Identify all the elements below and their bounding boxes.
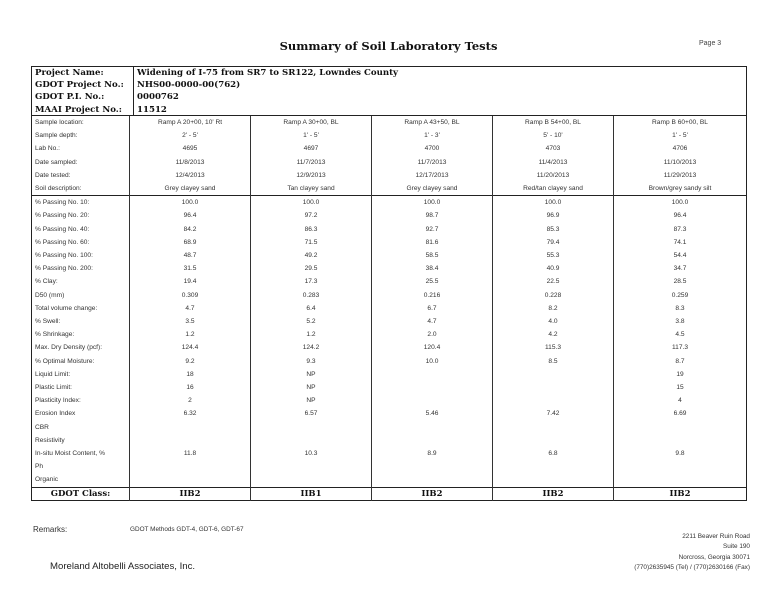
cell-value: 10.0: [372, 355, 493, 368]
cell-value: 54.4: [614, 249, 747, 262]
project-field-label: MAAI Project No.:: [32, 104, 134, 116]
cell-value: 3.5: [130, 315, 251, 328]
cell-value: 115.3: [493, 341, 614, 354]
project-field-value: 0000762: [137, 92, 179, 103]
cell-value: 74.1: [614, 236, 747, 249]
cell-value: 4700: [372, 142, 493, 155]
cell-value: 11/8/2013: [130, 156, 251, 169]
cell-value: 79.4: [493, 236, 614, 249]
cell-value: 6.4: [251, 302, 372, 315]
cell-value: 96.4: [614, 209, 747, 222]
cell-value: [493, 368, 614, 381]
table-row: [32, 434, 747, 447]
table-row: [32, 169, 747, 182]
table-row: [32, 262, 747, 275]
row-label: Sample location:: [32, 116, 130, 130]
cell-value: 1' - 5': [251, 129, 372, 142]
cell-value: 98.7: [372, 209, 493, 222]
row-label: Date sampled:: [35, 158, 78, 166]
cell-value: [614, 434, 747, 447]
cell-value: 96.9: [493, 209, 614, 222]
cell-value: IIB2: [614, 487, 747, 500]
row-label: % Passing No. 20:: [35, 212, 90, 220]
table-row: [32, 209, 747, 222]
cell-value: 2: [130, 394, 251, 407]
company-name: Moreland Altobelli Associates, Inc.: [50, 561, 196, 572]
row-label: D50 (mm): [35, 291, 65, 299]
row-label: Date tested:: [35, 171, 71, 179]
cell-value: 22.5: [493, 275, 614, 288]
row-label: % Passing No. 40:: [35, 225, 90, 233]
row-label: % Passing No. 10:: [32, 196, 130, 210]
cell-value: [372, 381, 493, 394]
page-number: Page 3: [699, 40, 722, 47]
cell-value: 0.309: [130, 289, 251, 302]
project-field: [32, 79, 746, 91]
row-label: CBR: [35, 423, 49, 431]
cell-value: [614, 473, 747, 487]
row-label: Plasticity Index:: [35, 397, 81, 405]
address-line: 2211 Beaver Ruin Road: [682, 533, 750, 540]
cell-value: [372, 421, 493, 434]
remarks-label: Remarks:: [33, 525, 68, 534]
cell-value: 40.9: [493, 262, 614, 275]
cell-value: 55.3: [493, 249, 614, 262]
cell-value: 100.0: [614, 196, 747, 210]
cell-value: 6.57: [251, 407, 372, 420]
table-row: [32, 302, 747, 315]
row-label: Total volume change:: [35, 304, 98, 312]
table-row: [32, 142, 747, 155]
cell-value: 2.0: [372, 328, 493, 341]
cell-value: 8.3: [614, 302, 747, 315]
cell-value: 15: [614, 381, 747, 394]
table-row: [32, 289, 747, 302]
cell-value: 0.216: [372, 289, 493, 302]
cell-value: 4697: [251, 142, 372, 155]
cell-value: 117.3: [614, 341, 747, 354]
cell-value: 4.7: [130, 302, 251, 315]
project-field-label: GDOT Project No.:: [32, 79, 134, 91]
cell-value: 18: [130, 368, 251, 381]
cell-value: [493, 473, 614, 487]
table-row: [32, 460, 747, 473]
cell-value: 9.3: [251, 355, 372, 368]
row-label: % Clay:: [35, 278, 58, 286]
row-label: GDOT Class:: [32, 487, 130, 500]
address-line: (770)2635945 (Tel) / (770)2630166 (Fax): [634, 564, 750, 572]
cell-value: 7.42: [493, 407, 614, 420]
cell-value: 8.9: [372, 447, 493, 460]
table-row: [32, 394, 747, 407]
cell-value: [372, 394, 493, 407]
soil-tests-table: [31, 115, 747, 501]
cell-value: 31.5: [130, 262, 251, 275]
cell-value: [251, 460, 372, 473]
cell-value: 17.3: [251, 275, 372, 288]
cell-value: IIB1: [251, 487, 372, 500]
table-row: [32, 368, 747, 381]
cell-value: 1.2: [130, 328, 251, 341]
cell-value: 4.0: [493, 315, 614, 328]
table-row: [32, 129, 747, 142]
cell-value: 124.2: [251, 341, 372, 354]
cell-value: 8.5: [493, 355, 614, 368]
cell-value: 11/20/2013: [493, 169, 614, 182]
cell-value: 38.4: [372, 262, 493, 275]
cell-value: 12/9/2013: [251, 169, 372, 182]
cell-value: NP: [251, 381, 372, 394]
cell-value: [493, 381, 614, 394]
cell-value: [372, 460, 493, 473]
cell-value: [614, 421, 747, 434]
cell-value: 58.5: [372, 249, 493, 262]
row-label: In-situ Moist Content, %: [35, 450, 105, 458]
table-row: [32, 407, 747, 420]
row-label: Soil description:: [35, 185, 82, 193]
cell-value: [251, 473, 372, 487]
cell-value: 49.2: [251, 249, 372, 262]
cell-value: 10.3: [251, 447, 372, 460]
row-label: % Passing No. 100:: [35, 252, 93, 260]
row-label: % Passing No. 200:: [35, 265, 93, 273]
cell-value: Grey clayey sand: [130, 182, 251, 196]
table-row: [32, 341, 747, 354]
cell-value: [372, 473, 493, 487]
cell-value: 2' - 5': [130, 129, 251, 142]
row-label: Organic: [35, 476, 59, 484]
cell-value: 6.7: [372, 302, 493, 315]
table-row: [32, 328, 747, 341]
table-row: [32, 275, 747, 288]
cell-value: 3.8: [614, 315, 747, 328]
cell-value: 4706: [614, 142, 747, 155]
cell-value: 6.69: [614, 407, 747, 420]
table-row: [32, 473, 747, 487]
cell-value: 19.4: [130, 275, 251, 288]
cell-value: 1' - 5': [614, 129, 747, 142]
cell-value: 4695: [130, 142, 251, 155]
cell-value: 4: [614, 394, 747, 407]
cell-value: 5' - 10': [493, 129, 614, 142]
cell-value: Ramp B 54+00, BL: [493, 116, 614, 130]
cell-value: 11/7/2013: [372, 156, 493, 169]
cell-value: 4.2: [493, 328, 614, 341]
table-row: [32, 156, 747, 169]
cell-value: NP: [251, 368, 372, 381]
cell-value: 5.46: [372, 407, 493, 420]
table-row: [32, 196, 747, 210]
cell-value: Ramp A 43+50, BL: [372, 116, 493, 130]
cell-value: 9.2: [130, 355, 251, 368]
table-row: [32, 223, 747, 236]
cell-value: 92.7: [372, 223, 493, 236]
row-label: Lab No.:: [35, 145, 60, 153]
cell-value: 8.7: [614, 355, 747, 368]
cell-value: 85.3: [493, 223, 614, 236]
row-label: % Shrinkage:: [35, 331, 75, 339]
cell-value: [372, 368, 493, 381]
cell-value: [130, 421, 251, 434]
cell-value: [493, 394, 614, 407]
cell-value: 11/4/2013: [493, 156, 614, 169]
cell-value: [372, 434, 493, 447]
cell-value: Red/tan clayey sand: [493, 182, 614, 196]
page-title: Summary of Soil Laboratory Tests: [279, 39, 498, 53]
cell-value: 29.5: [251, 262, 372, 275]
cell-value: 124.4: [130, 341, 251, 354]
project-field-value: 11512: [137, 104, 167, 115]
cell-value: 9.8: [614, 447, 747, 460]
cell-value: 6.32: [130, 407, 251, 420]
cell-value: [251, 421, 372, 434]
cell-value: 48.7: [130, 249, 251, 262]
cell-value: Ramp B 60+00, BL: [614, 116, 747, 130]
cell-value: 100.0: [493, 196, 614, 210]
cell-value: 8.2: [493, 302, 614, 315]
project-field-value: NHS00-0000-00(762): [137, 80, 241, 91]
cell-value: 4.5: [614, 328, 747, 341]
company-address: [634, 532, 750, 574]
cell-value: 68.9: [130, 236, 251, 249]
cell-value: 86.3: [251, 223, 372, 236]
table-row: [32, 355, 747, 368]
row-label: Liquid Limit:: [35, 370, 71, 378]
project-field-value: Widening of I-75 from SR7 to SR122, Lowndes County: [137, 68, 399, 78]
remarks-value: GDOT Methods GDT-4, GDT-6, GDT-67: [130, 526, 244, 533]
cell-value: 84.2: [130, 223, 251, 236]
row-label: Sample depth:: [35, 132, 78, 140]
project-field: [32, 67, 746, 79]
address-line: Suite 190: [722, 543, 750, 551]
cell-value: 11/29/2013: [614, 169, 747, 182]
table-row: [32, 315, 747, 328]
cell-value: Ramp A 20+00, 10' Rt: [130, 116, 251, 130]
project-field: [32, 104, 746, 116]
cell-value: 16: [130, 381, 251, 394]
address-line: Norcross, Georgia 30071: [678, 553, 750, 561]
cell-value: 34.7: [614, 262, 747, 275]
table-row: [32, 236, 747, 249]
row-label: Erosion Index: [35, 410, 76, 418]
table-row: [32, 249, 747, 262]
cell-value: [493, 421, 614, 434]
cell-value: IIB2: [372, 487, 493, 500]
cell-value: IIB2: [130, 487, 251, 500]
cell-value: Ramp A 30+00, BL: [251, 116, 372, 130]
cell-value: 1.2: [251, 328, 372, 341]
cell-value: 100.0: [372, 196, 493, 210]
row-label: Resistivity: [35, 436, 65, 444]
cell-value: [130, 434, 251, 447]
cell-value: 19: [614, 368, 747, 381]
cell-value: [493, 460, 614, 473]
project-field-label: GDOT P.I. No.:: [32, 91, 134, 103]
cell-value: [493, 434, 614, 447]
cell-value: Brown/grey sandy silt: [614, 182, 747, 196]
cell-value: 120.4: [372, 341, 493, 354]
cell-value: 4703: [493, 142, 614, 155]
table-row: [32, 447, 747, 460]
cell-value: 0.228: [493, 289, 614, 302]
cell-value: 1' - 3': [372, 129, 493, 142]
cell-value: 12/17/2013: [372, 169, 493, 182]
cell-value: [130, 460, 251, 473]
cell-value: Tan clayey sand: [251, 182, 372, 196]
cell-value: 12/4/2013: [130, 169, 251, 182]
row-label: Ph: [35, 463, 44, 471]
project-info-block: [31, 66, 747, 116]
cell-value: 5.2: [251, 315, 372, 328]
cell-value: 6.8: [493, 447, 614, 460]
cell-value: Grey clayey sand: [372, 182, 493, 196]
cell-value: NP: [251, 394, 372, 407]
cell-value: 4.7: [372, 315, 493, 328]
table-row: [32, 116, 747, 130]
project-field-label: Project Name:: [32, 67, 134, 79]
cell-value: 87.3: [614, 223, 747, 236]
cell-value: 11/10/2013: [614, 156, 747, 169]
table-row: [32, 487, 747, 500]
cell-value: 28.5: [614, 275, 747, 288]
cell-value: 81.6: [372, 236, 493, 249]
cell-value: 11.8: [130, 447, 251, 460]
row-label: Max. Dry Density (pcf):: [35, 344, 103, 352]
cell-value: 11/7/2013: [251, 156, 372, 169]
cell-value: 0.259: [614, 289, 747, 302]
row-label: Plastic Limit:: [35, 384, 73, 392]
cell-value: [614, 460, 747, 473]
table-row: [32, 421, 747, 434]
cell-value: [130, 473, 251, 487]
table-row: [32, 381, 747, 394]
table-row: [32, 182, 747, 196]
cell-value: [251, 434, 372, 447]
cell-value: 100.0: [251, 196, 372, 210]
cell-value: IIB2: [493, 487, 614, 500]
row-label: % Swell:: [35, 318, 61, 326]
cell-value: 100.0: [130, 196, 251, 210]
cell-value: 97.2: [251, 209, 372, 222]
row-label: % Optimal Moisture:: [35, 357, 95, 365]
cell-value: 71.5: [251, 236, 372, 249]
cell-value: 0.283: [251, 289, 372, 302]
cell-value: 96.4: [130, 209, 251, 222]
cell-value: 25.5: [372, 275, 493, 288]
row-label: % Passing No. 60:: [35, 238, 90, 246]
project-field: [32, 91, 746, 103]
